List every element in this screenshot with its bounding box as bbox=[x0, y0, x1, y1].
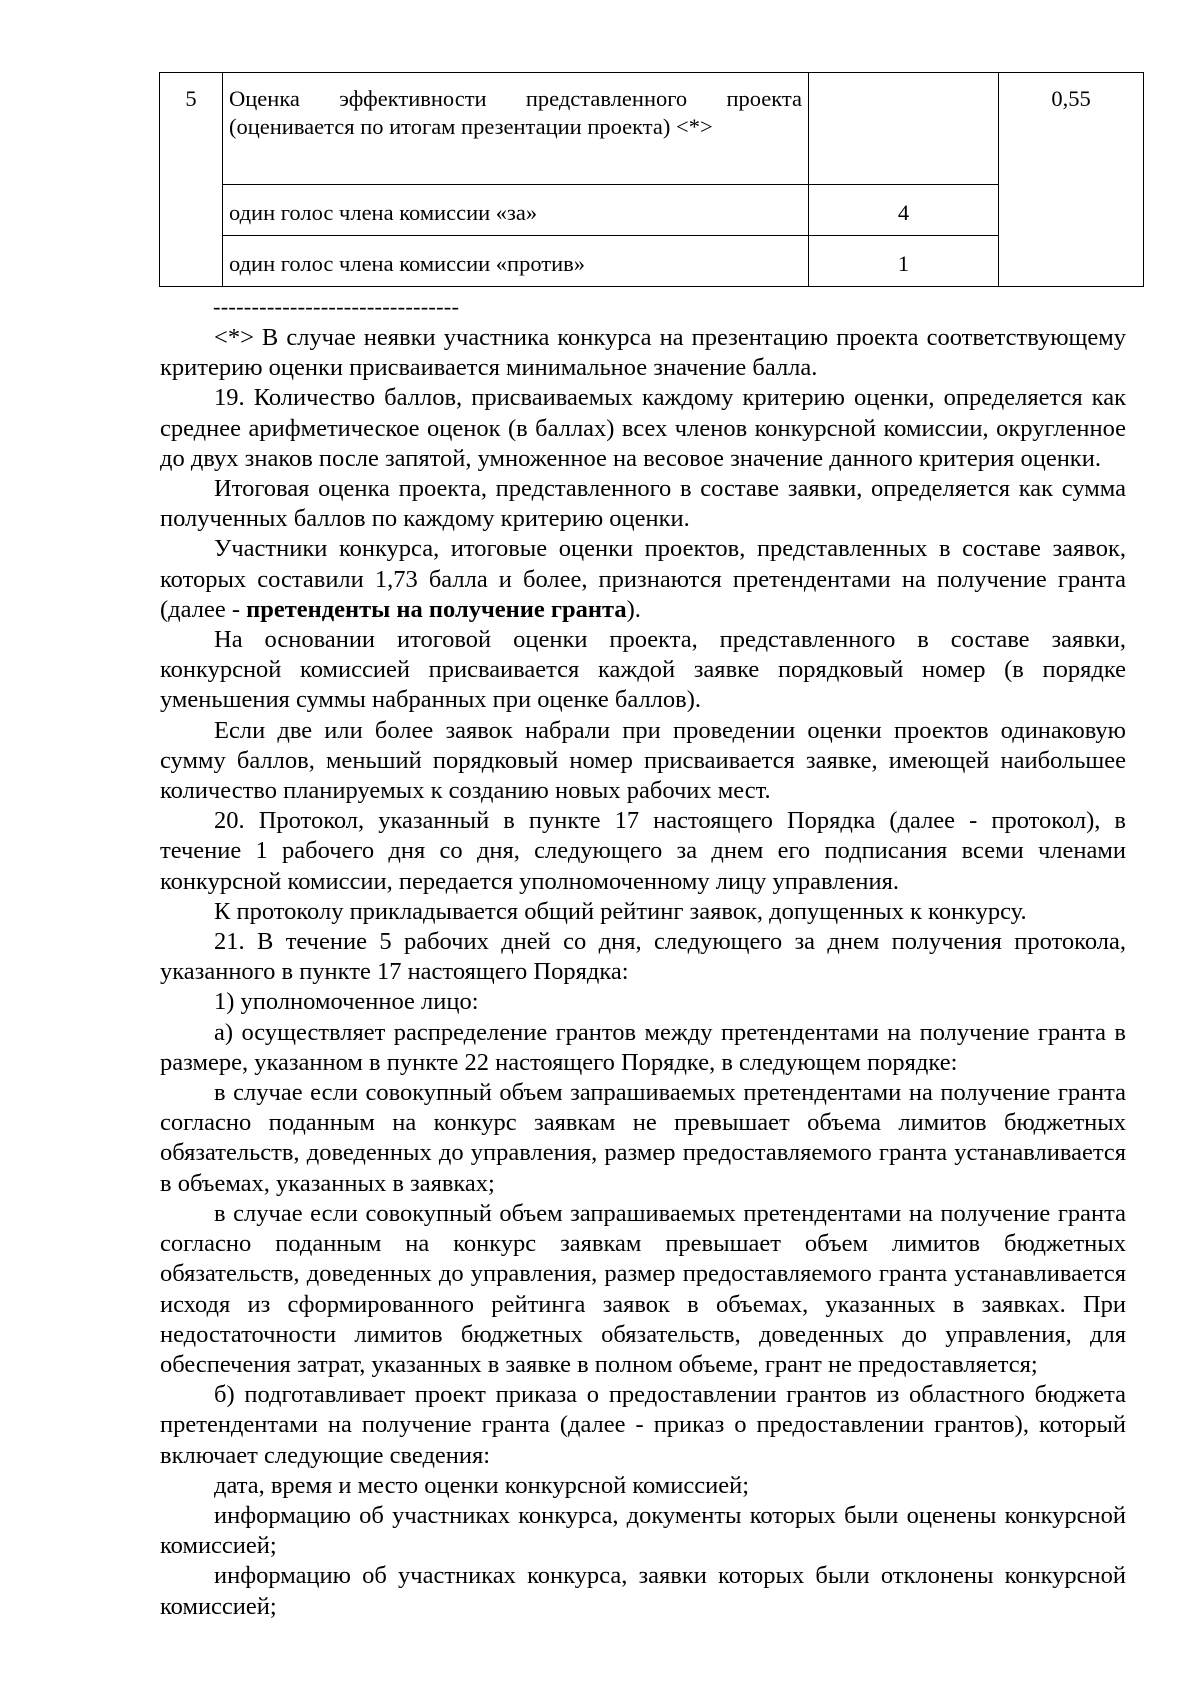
paragraph: информацию об участниках конкурса, заявки которых были отклонены конкурсной комиссией; bbox=[160, 1562, 1126, 1620]
paragraph: а) осуществляет распределение грантов между претендентами на получение гранта в размере, указанном в пункте 22 настоящего Порядке, в следующем порядке: bbox=[160, 1018, 1126, 1076]
document-body bbox=[160, 323, 1126, 1622]
criteria-table bbox=[159, 72, 1144, 287]
paragraph: в случае если совокупный объем запрашиваемых претендентами на получение гранта согласно поданным на конкурс заявкам превышает объем лимитов бюджетных обязательств, доведенных до управления, размер предоставляемого гранта устанавливается исходя из сформированного рейтинга заявок в объемах, указанных в заявках. При недостаточности лимитов бюджетных обязательств, доведенных до управления, для обеспечения затрат, указанных в заявке в полном объеме, грант не предоставляется; bbox=[160, 1199, 1126, 1378]
footnote-separator: -------------------------------- bbox=[213, 294, 460, 319]
row-number-cell: 5 bbox=[160, 73, 223, 287]
paragraph: в случае если совокупный объем запрашиваемых претендентами на получение гранта согласно поданным на конкурс заявкам не превышает объема лимитов бюджетных обязательств, доведенных до управления, размер предоставляемого гранта устанавливается в объемах, указанных в заявках; bbox=[160, 1079, 1126, 1197]
criterion-name-cell: Оценка эффективности представленного проекта (оценивается по итогам презентации проекта) <*> bbox=[223, 73, 809, 185]
paragraph-text: ). bbox=[626, 595, 641, 623]
paragraph: На основании итоговой оценки проекта, представленного в составе заявки, конкурсной комиссией присваивается каждой заявке порядковый номер (в порядке уменьшения суммы набранных при оценке баллов). bbox=[160, 626, 1126, 714]
paragraph: дата, время и место оценки конкурсной комиссией; bbox=[214, 1471, 750, 1499]
paragraph: б) подготавливает проект приказа о предоставлении грантов из областного бюджета претендентами на получение гранта (далее - приказ о предоставлении грантов), который включает следующие сведения: bbox=[160, 1381, 1126, 1469]
paragraph: информацию об участниках конкурса, документы которых были оценены конкурсной комиссией; bbox=[160, 1501, 1126, 1560]
defined-term: претенденты на получение гранта bbox=[246, 595, 627, 623]
paragraph-text: Участники конкурса, итоговые оценки проектов, представленных в составе заявок, которых составили 1,73 балла и более, признаются претендентами на получение гранта (далее - bbox=[160, 535, 1126, 623]
paragraph: 21. В течение 5 рабочих дней со дня, следующего за днем получения протокола, указанного в пункте 17 настоящего Порядка: bbox=[160, 928, 1126, 986]
paragraph: 19. Количество баллов, присваиваемых каждому критерию оценки, определяется как среднее арифметическое оценок (в баллах) всех членов конкурсной комиссии, округленное до двух знаков после запятой, умноженное на весовое значение данного критерия оценки. bbox=[160, 384, 1126, 472]
paragraph: Итоговая оценка проекта, представленного в составе заявки, определяется как сумма полученных баллов по каждому критерию оценки. bbox=[160, 475, 1126, 533]
score-cell-empty bbox=[809, 73, 999, 185]
paragraph: 1) уполномоченное лицо: bbox=[214, 988, 479, 1016]
paragraph: 20. Протокол, указанный в пункте 17 настоящего Порядка (далее - протокол), в течение 1 рабочего дня со дня, следующего за днем его подписания всеми членами конкурсной комиссии, передается уполномоченному лицу управления. bbox=[160, 807, 1126, 895]
paragraph: Если две или более заявок набрали при проведении оценки проектов одинаковую сумму баллов, меньший порядковый номер присваивается заявке, имеющей наибольшее количество планируемых к созданию новых рабочих мест. bbox=[160, 716, 1126, 805]
table-row bbox=[160, 236, 1144, 287]
paragraph: <*> В случае неявки участника конкурса на презентацию проекта соответствующему критерию оценки присваивается минимальное значение балла. bbox=[160, 324, 1126, 382]
table-row bbox=[160, 73, 1144, 185]
paragraph: К протоколу прикладывается общий рейтинг заявок, допущенных к конкурсу. bbox=[214, 897, 1027, 925]
vote-for-score: 4 bbox=[809, 185, 999, 236]
vote-against-label: один голос члена комиссии «против» bbox=[223, 236, 809, 287]
vote-for-label: один голос члена комиссии «за» bbox=[223, 185, 809, 236]
weight-cell: 0,55 bbox=[999, 73, 1144, 287]
table-row bbox=[160, 185, 1144, 236]
paragraph bbox=[160, 534, 1126, 625]
vote-against-score: 1 bbox=[809, 236, 999, 287]
